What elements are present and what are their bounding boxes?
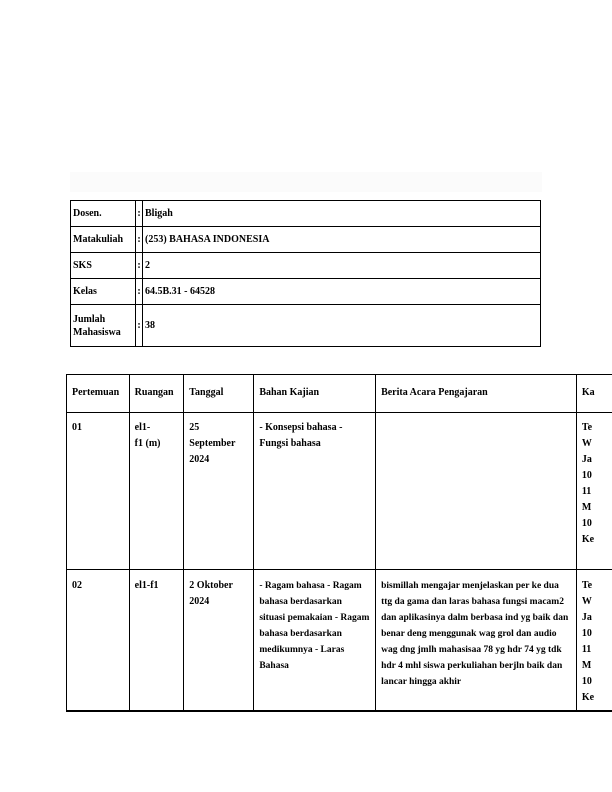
info-value: 2 (143, 253, 541, 279)
cell-ka: Te W Ja 10 11 M 10 Ke (576, 413, 612, 570)
info-value: (253) BAHASA INDONESIA (143, 227, 541, 253)
info-row-matakuliah (71, 227, 541, 253)
cell-bahan-kajian: - Konsepsi bahasa - Fungsi bahasa (254, 413, 376, 570)
cell-ruangan: el1-f1 (129, 570, 184, 712)
info-label: Matakuliah (71, 227, 136, 253)
info-value: 64.5B.31 - 64528 (143, 279, 541, 305)
cell-bahan-kajian: - Ragam bahasa - Ragam bahasa berdasarkan situasi pemakaian - Ragam bahasa berdasarkan medikumnya - Laras Bahasa (254, 570, 376, 712)
info-label: Dosen. (71, 201, 136, 227)
info-value: Bligah (143, 201, 541, 227)
teaching-log-viewport (66, 374, 612, 720)
cell-ruangan: el1- f1 (m) (129, 413, 184, 570)
table-row (67, 570, 612, 712)
info-label: SKS (71, 253, 136, 279)
info-value: 38 (143, 305, 541, 347)
cell-tanggal: 2 Oktober 2024 (184, 570, 254, 712)
teaching-log-table (66, 374, 612, 712)
info-row-sks (71, 253, 541, 279)
col-header-berita-acara: Berita Acara Pengajaran (376, 375, 577, 413)
info-label: Jumlah Mahasiswa (71, 305, 136, 347)
info-separator: : (136, 227, 143, 253)
header-band (70, 172, 542, 192)
col-header-ruangan: Ruangan (129, 375, 184, 413)
info-separator: : (136, 253, 143, 279)
info-row-dosen (71, 201, 541, 227)
info-row-jumlah (71, 305, 541, 347)
cell-tanggal: 25 September 2024 (184, 413, 254, 570)
col-header-pertemuan: Pertemuan (67, 375, 130, 413)
cell-pertemuan: 01 (67, 413, 130, 570)
cell-pertemuan: 02 (67, 570, 130, 712)
info-separator: : (136, 279, 143, 305)
col-header-tanggal: Tanggal (184, 375, 254, 413)
col-header-bahan-kajian: Bahan Kajian (254, 375, 376, 413)
table-header-row (67, 375, 612, 413)
col-header-ka: Ka (576, 375, 612, 413)
cell-berita-acara: bismillah mengajar menjelaskan per ke dua ttg da gama dan laras bahasa fungsi macam2 dan aplikasinya dalm berbasa ind yg baik dan benar deng menggunak wag grol dan audio wag dng jmlh mahasisaa 78 yg hdr 74 yg tdk hdr 4 mhl siswa perkuliahan berjln baik dan lancar hingga akhir (376, 570, 577, 712)
cell-ka: Te W Ja 10 11 M 10 Ke (576, 570, 612, 712)
cell-berita-acara (376, 413, 577, 570)
info-separator: : (136, 305, 143, 347)
info-separator: : (136, 201, 143, 227)
course-info-table (70, 200, 541, 347)
table-row (67, 413, 612, 570)
info-row-kelas (71, 279, 541, 305)
info-label: Kelas (71, 279, 136, 305)
